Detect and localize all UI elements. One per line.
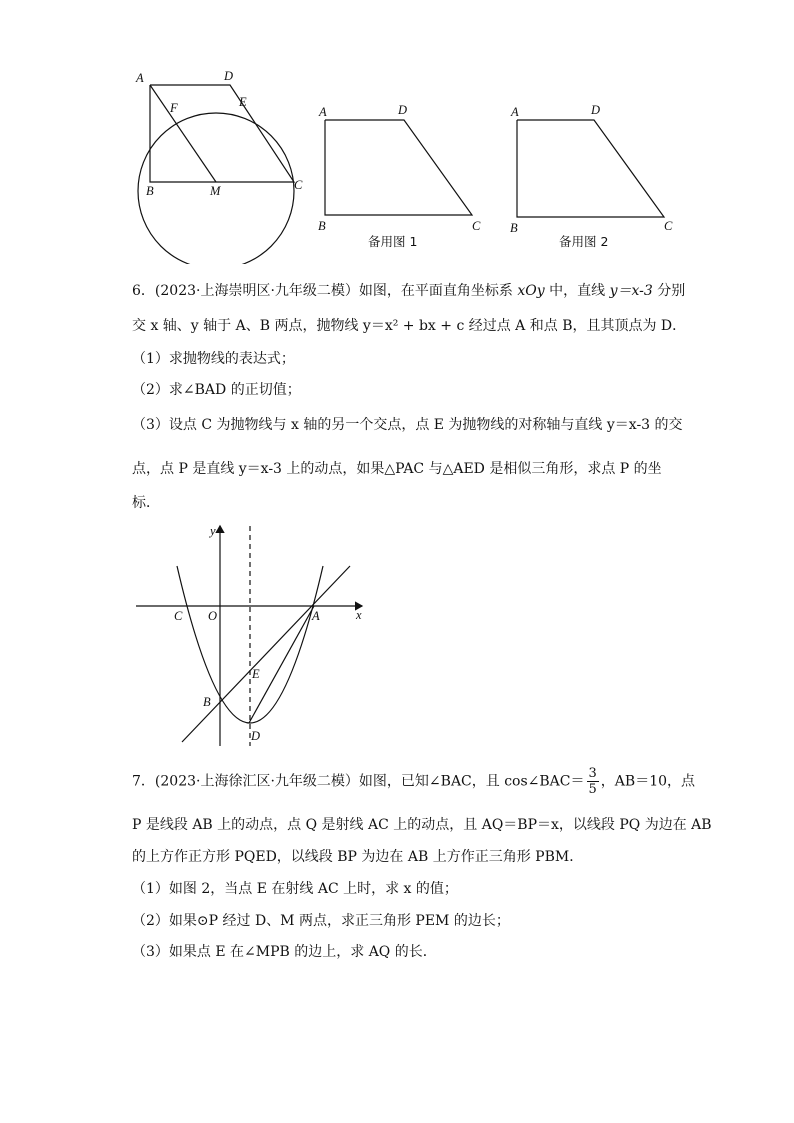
q6-text-1c: 分别 bbox=[652, 283, 686, 299]
q7-frac-denominator: 5 bbox=[588, 782, 597, 797]
q7-part-3: （3）如果点 E 在∠MPB 的边上，求 AQ 的长． bbox=[132, 944, 437, 960]
fig1-label-b: B bbox=[146, 184, 154, 198]
q6-number: 6． bbox=[132, 283, 155, 299]
q6-text-1a: 如图，在平面直角坐标系 bbox=[358, 283, 518, 299]
fig2-label-b: B bbox=[318, 219, 326, 233]
q6-line-2: 交 x 轴、y 轴于 A、B 两点，抛物线 y＝x² + bx + c 经过点 A 和点 B，且其顶点为 D． bbox=[132, 318, 687, 334]
fig2-caption: 备用图 1 bbox=[368, 234, 418, 249]
q7-part-2: （2）如果⊙P 经过 D、M 两点，求正三角形 PEM 的边长； bbox=[132, 913, 510, 929]
q7-line-2: P 是线段 AB 上的动点，点 Q 是射线 AC 上的动点，且 AQ＝BP＝x，以线段 PQ 为边在 AB bbox=[132, 817, 712, 833]
segment-ad bbox=[249, 606, 314, 723]
q7-part-1: （1）如图 2，当点 E 在射线 AC 上时，求 x 的值； bbox=[132, 881, 458, 897]
q6-graph bbox=[130, 518, 370, 748]
fig3-label-b: B bbox=[510, 221, 518, 235]
figure-backup-1 bbox=[310, 96, 490, 256]
graph-label-y: y bbox=[210, 524, 216, 538]
graph-label-d: D bbox=[251, 729, 261, 743]
trapezoid-backup-1 bbox=[325, 120, 472, 215]
q7-frac-numerator: 3 bbox=[588, 766, 597, 781]
q6-text-1b: 中，直线 bbox=[544, 283, 610, 299]
q6-eq-line: y＝x-3 bbox=[609, 283, 653, 299]
q6-var-xoy: xOy bbox=[517, 283, 545, 299]
q7-source: (2023·上海徐汇区·九年级二模） bbox=[154, 773, 359, 790]
graph-label-o: O bbox=[208, 609, 218, 623]
q7-text-1a: 如图，已知∠BAC，且 cos∠BAC＝ bbox=[358, 773, 585, 790]
figure-circle-trapezoid bbox=[128, 64, 318, 264]
trapezoid-abcd bbox=[150, 85, 294, 182]
figure-backup-2 bbox=[503, 96, 683, 256]
fig1-label-a: A bbox=[136, 71, 144, 85]
graph-label-a: A bbox=[312, 609, 320, 623]
graph-label-x: x bbox=[356, 608, 362, 622]
q6-part-3-line-1: （3）设点 C 为抛物线与 x 轴的另一个交点，点 E 为抛物线的对称轴与直线 y＝x-3 的交 bbox=[132, 417, 683, 433]
fig1-label-m: M bbox=[210, 184, 221, 198]
fig2-label-d: D bbox=[398, 103, 408, 117]
q7-text-1b: ，AB＝10，点 bbox=[600, 773, 696, 790]
fig1-label-c: C bbox=[294, 178, 303, 192]
q7-number: 7． bbox=[132, 773, 155, 790]
graph-label-b: B bbox=[203, 695, 211, 709]
q6-source: (2023·上海崇明区·九年级二模） bbox=[154, 283, 359, 299]
fig1-label-e: E bbox=[239, 95, 247, 109]
q6-part-2: （2）求∠BAD 的正切值； bbox=[132, 382, 301, 398]
segment-am bbox=[150, 85, 216, 182]
graph-label-c: C bbox=[174, 609, 183, 623]
q6-part-3-line-3: 标． bbox=[132, 495, 160, 511]
q7-line-3: 的上方作正方形 PQED，以线段 BP 为边在 AB 上方作正三角形 PBM． bbox=[132, 849, 584, 865]
q6-part-3-line-2: 点，点 P 是直线 y＝x-3 上的动点，如果△PAC 与△AED 是相似三角形，求点 P 的坐 bbox=[132, 461, 662, 477]
q7-line-1 bbox=[132, 766, 696, 797]
fig3-label-a: A bbox=[511, 105, 519, 119]
fig3-caption: 备用图 2 bbox=[559, 234, 609, 249]
q6-line-1 bbox=[132, 282, 685, 300]
fig1-label-f: F bbox=[170, 101, 178, 115]
fig2-label-c: C bbox=[472, 219, 481, 233]
q6-part-1: （1）求抛物线的表达式； bbox=[132, 351, 295, 367]
fig1-label-d: D bbox=[224, 69, 234, 83]
fig3-label-c: C bbox=[664, 219, 673, 233]
fig3-label-d: D bbox=[591, 103, 601, 117]
graph-label-e: E bbox=[252, 667, 260, 681]
fig2-label-a: A bbox=[319, 105, 327, 119]
trapezoid-backup-2 bbox=[517, 120, 664, 217]
q7-fraction bbox=[587, 766, 599, 797]
